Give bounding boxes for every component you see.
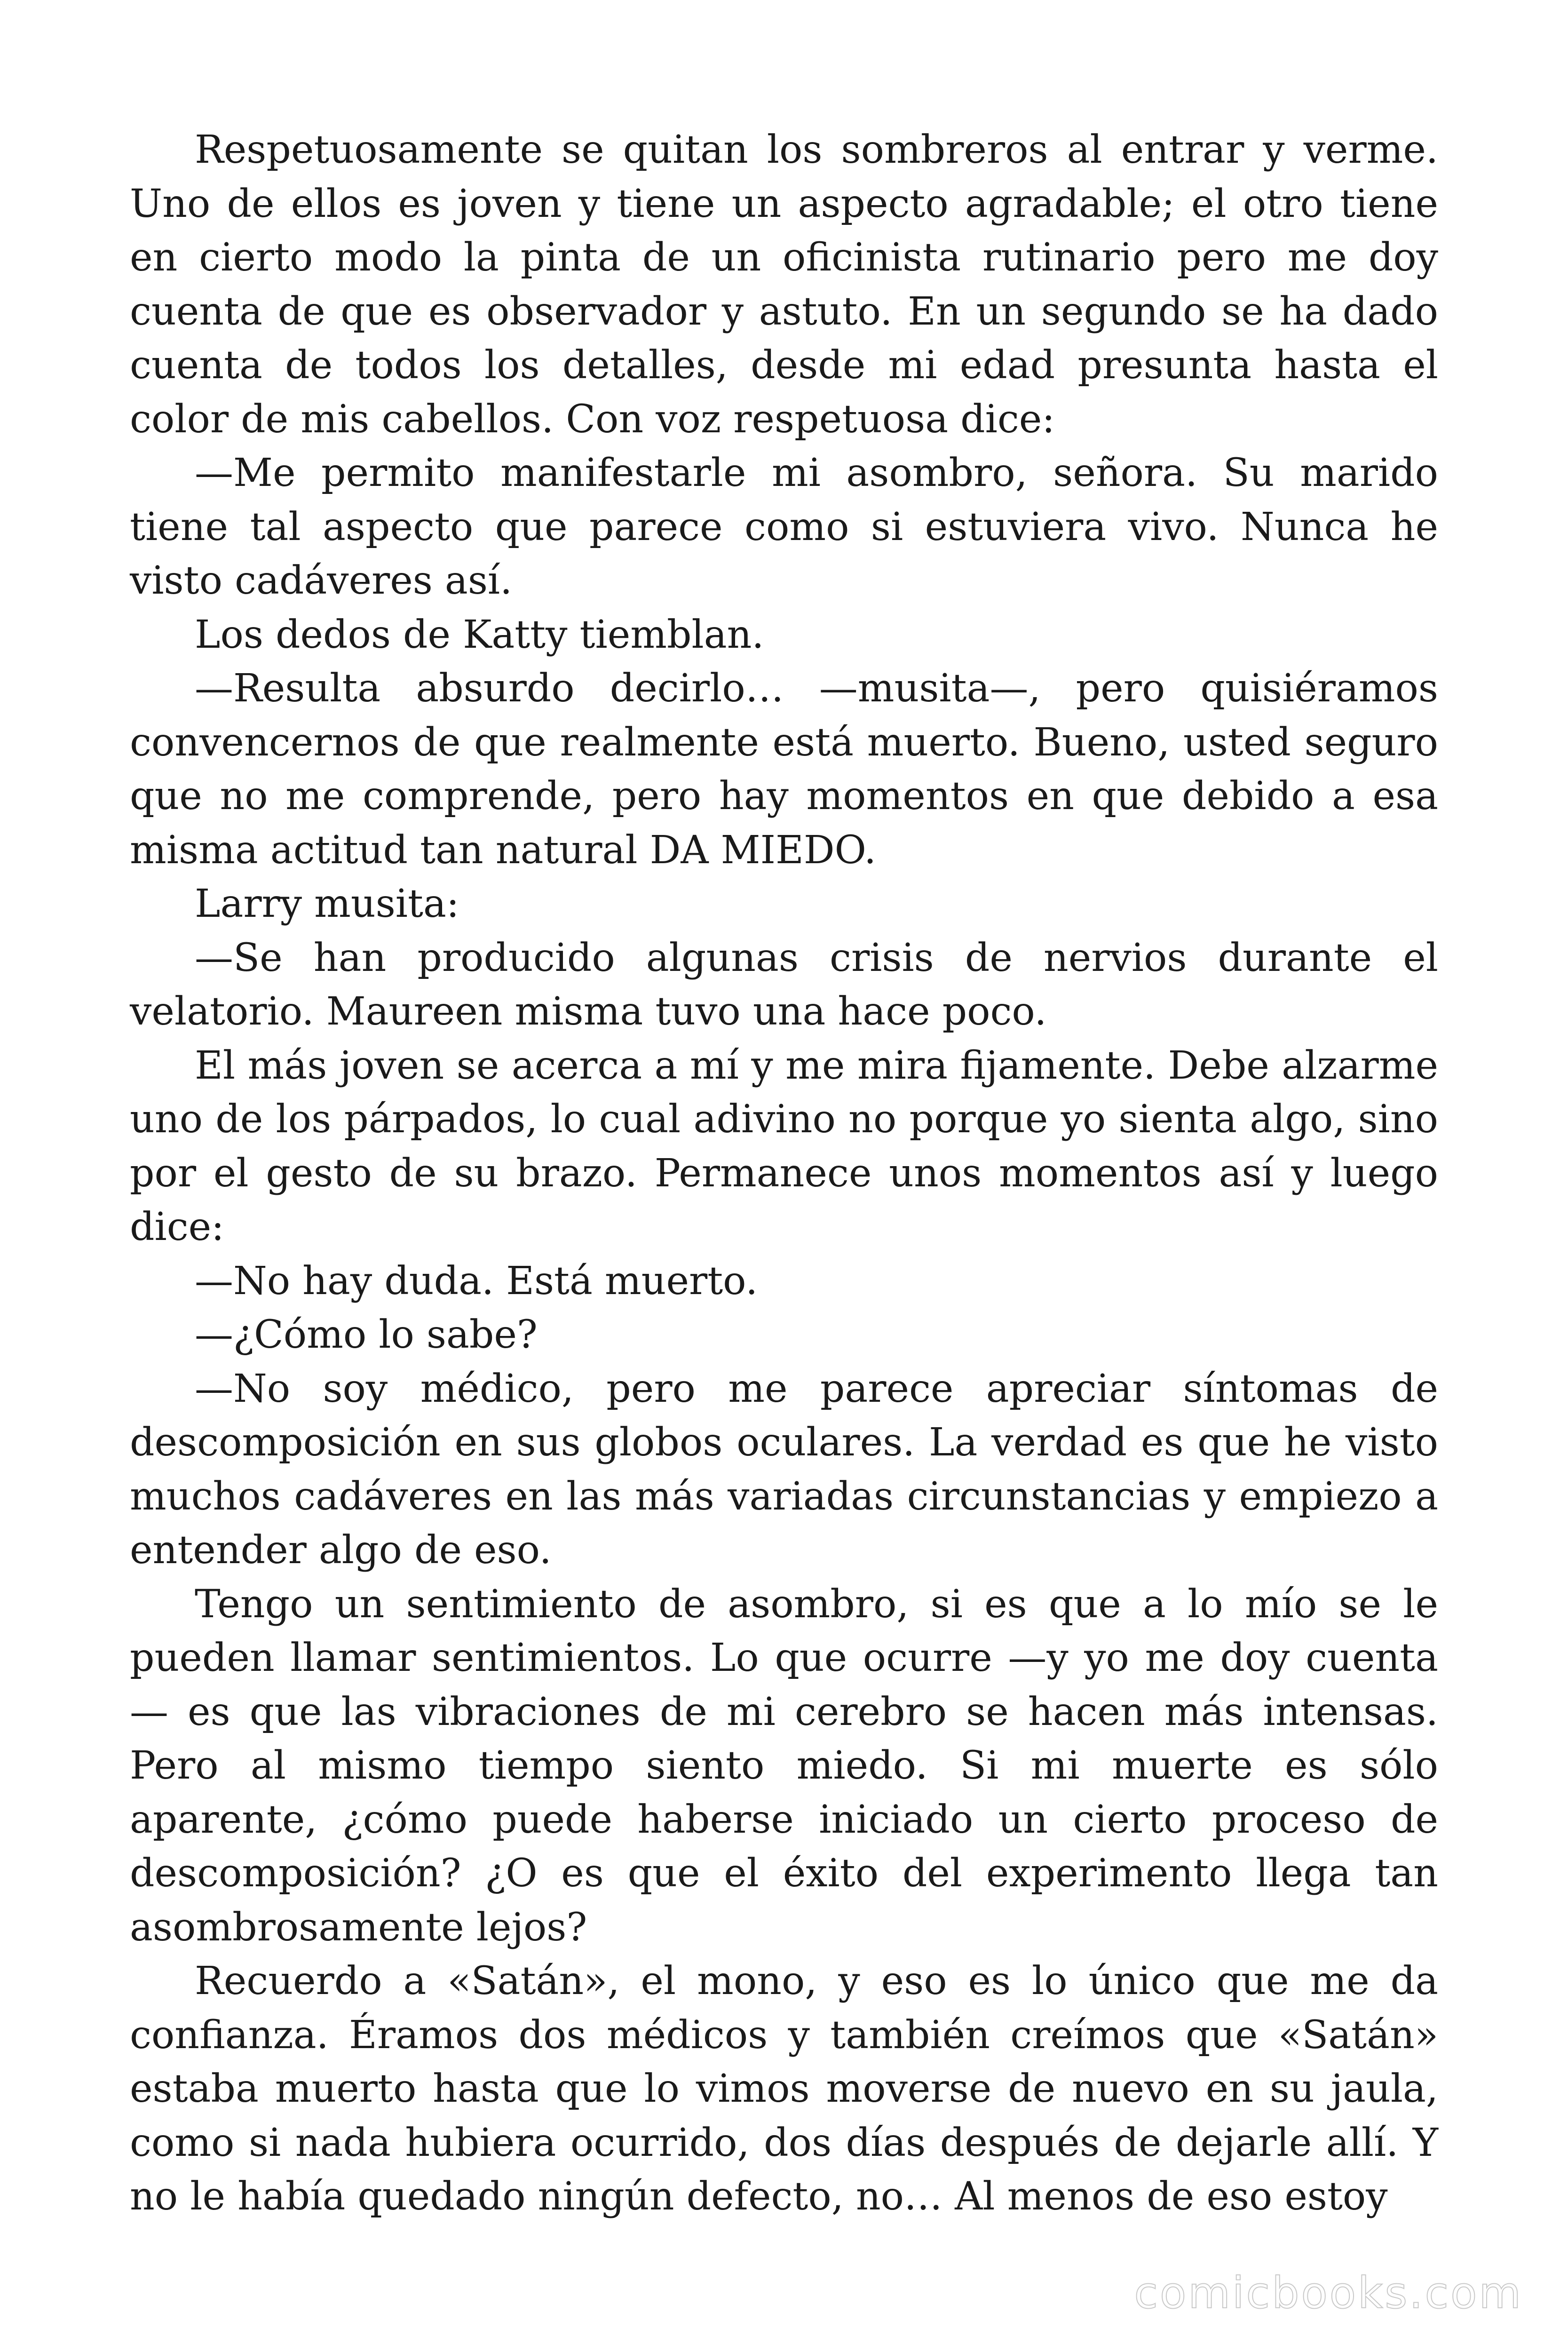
paragraph: —No hay duda. Está muerto.	[195, 1258, 758, 1303]
body-text	[130, 123, 1438, 2224]
paragraph: Recuerdo a «Satán», el mono, y eso es lo único que me da confianza. Éramos dos médicos y también creímos que «Satán» estaba muerto hasta que lo vimos moverse de nuevo en su jaula, como si nada hubiera ocurrido, dos días después de dejarle allí. Y no le había quedado ningún defecto, no… Al menos de eso estoy	[130, 1959, 1438, 2219]
paragraph: Los dedos de Katty tiemblan.	[195, 612, 764, 657]
paragraph: —Me permito manifestarle mi asombro, señora. Su marido tiene tal aspecto que parece como si estuviera vivo. Nunca he visto cadáveres así.	[130, 451, 1438, 603]
paragraph: —Resulta absurdo decirlo… —musita—, pero quisiéramos convencernos de que realmente está muerto. Bueno, usted seguro que no me comprende, pero hay momentos en que debido a esa misma actitud tan natural DA MIEDO.	[130, 666, 1438, 873]
paragraph: El más joven se acerca a mí y me mira fijamente. Debe alzarme uno de los párpados, lo cual adivino no porque yo sienta algo, sino por el gesto de su brazo. Permanece unos momentos así y luego dice:	[130, 1043, 1438, 1249]
paragraph: —No soy médico, pero me parece apreciar síntomas de descomposición en sus globos oculares. La verdad es que he visto muchos cadáveres en las más variadas circunstancias y empiezo a entender algo de eso.	[130, 1366, 1438, 1573]
paragraph: —¿Cómo lo sabe?	[195, 1312, 538, 1357]
paragraph: Respetuosamente se quitan los sombreros al entrar y verme. Uno de ellos es joven y tiene un aspecto agradable; el otro tiene en cierto modo la pinta de un oficinista rutinario pero me doy cuenta de que es observador y astuto. En un segundo se ha dado cuenta de todos los detalles, desde mi edad presunta hasta el color de mis cabellos. Con voz respetuosa dice:	[130, 127, 1438, 442]
watermark: comicbooks.com	[1134, 2268, 1523, 2318]
paragraph: Larry musita:	[195, 882, 459, 926]
paragraph: —Se han producido algunas crisis de nervios durante el velatorio. Maureen misma tuvo una hace poco.	[130, 935, 1438, 1034]
paragraph: Tengo un sentimiento de asombro, si es que a lo mío se le pueden llamar sentimientos. Lo que ocurre —y yo me doy cuenta— es que las vibraciones de mi cerebro se hacen más intensas. Pero al mismo tiempo siento miedo. Si mi muerte es sólo aparente, ¿cómo puede haberse iniciado un cierto proceso de descomposición? ¿O es que el éxito del experimento llega tan asombrosamente lejos?	[130, 1581, 1438, 1950]
